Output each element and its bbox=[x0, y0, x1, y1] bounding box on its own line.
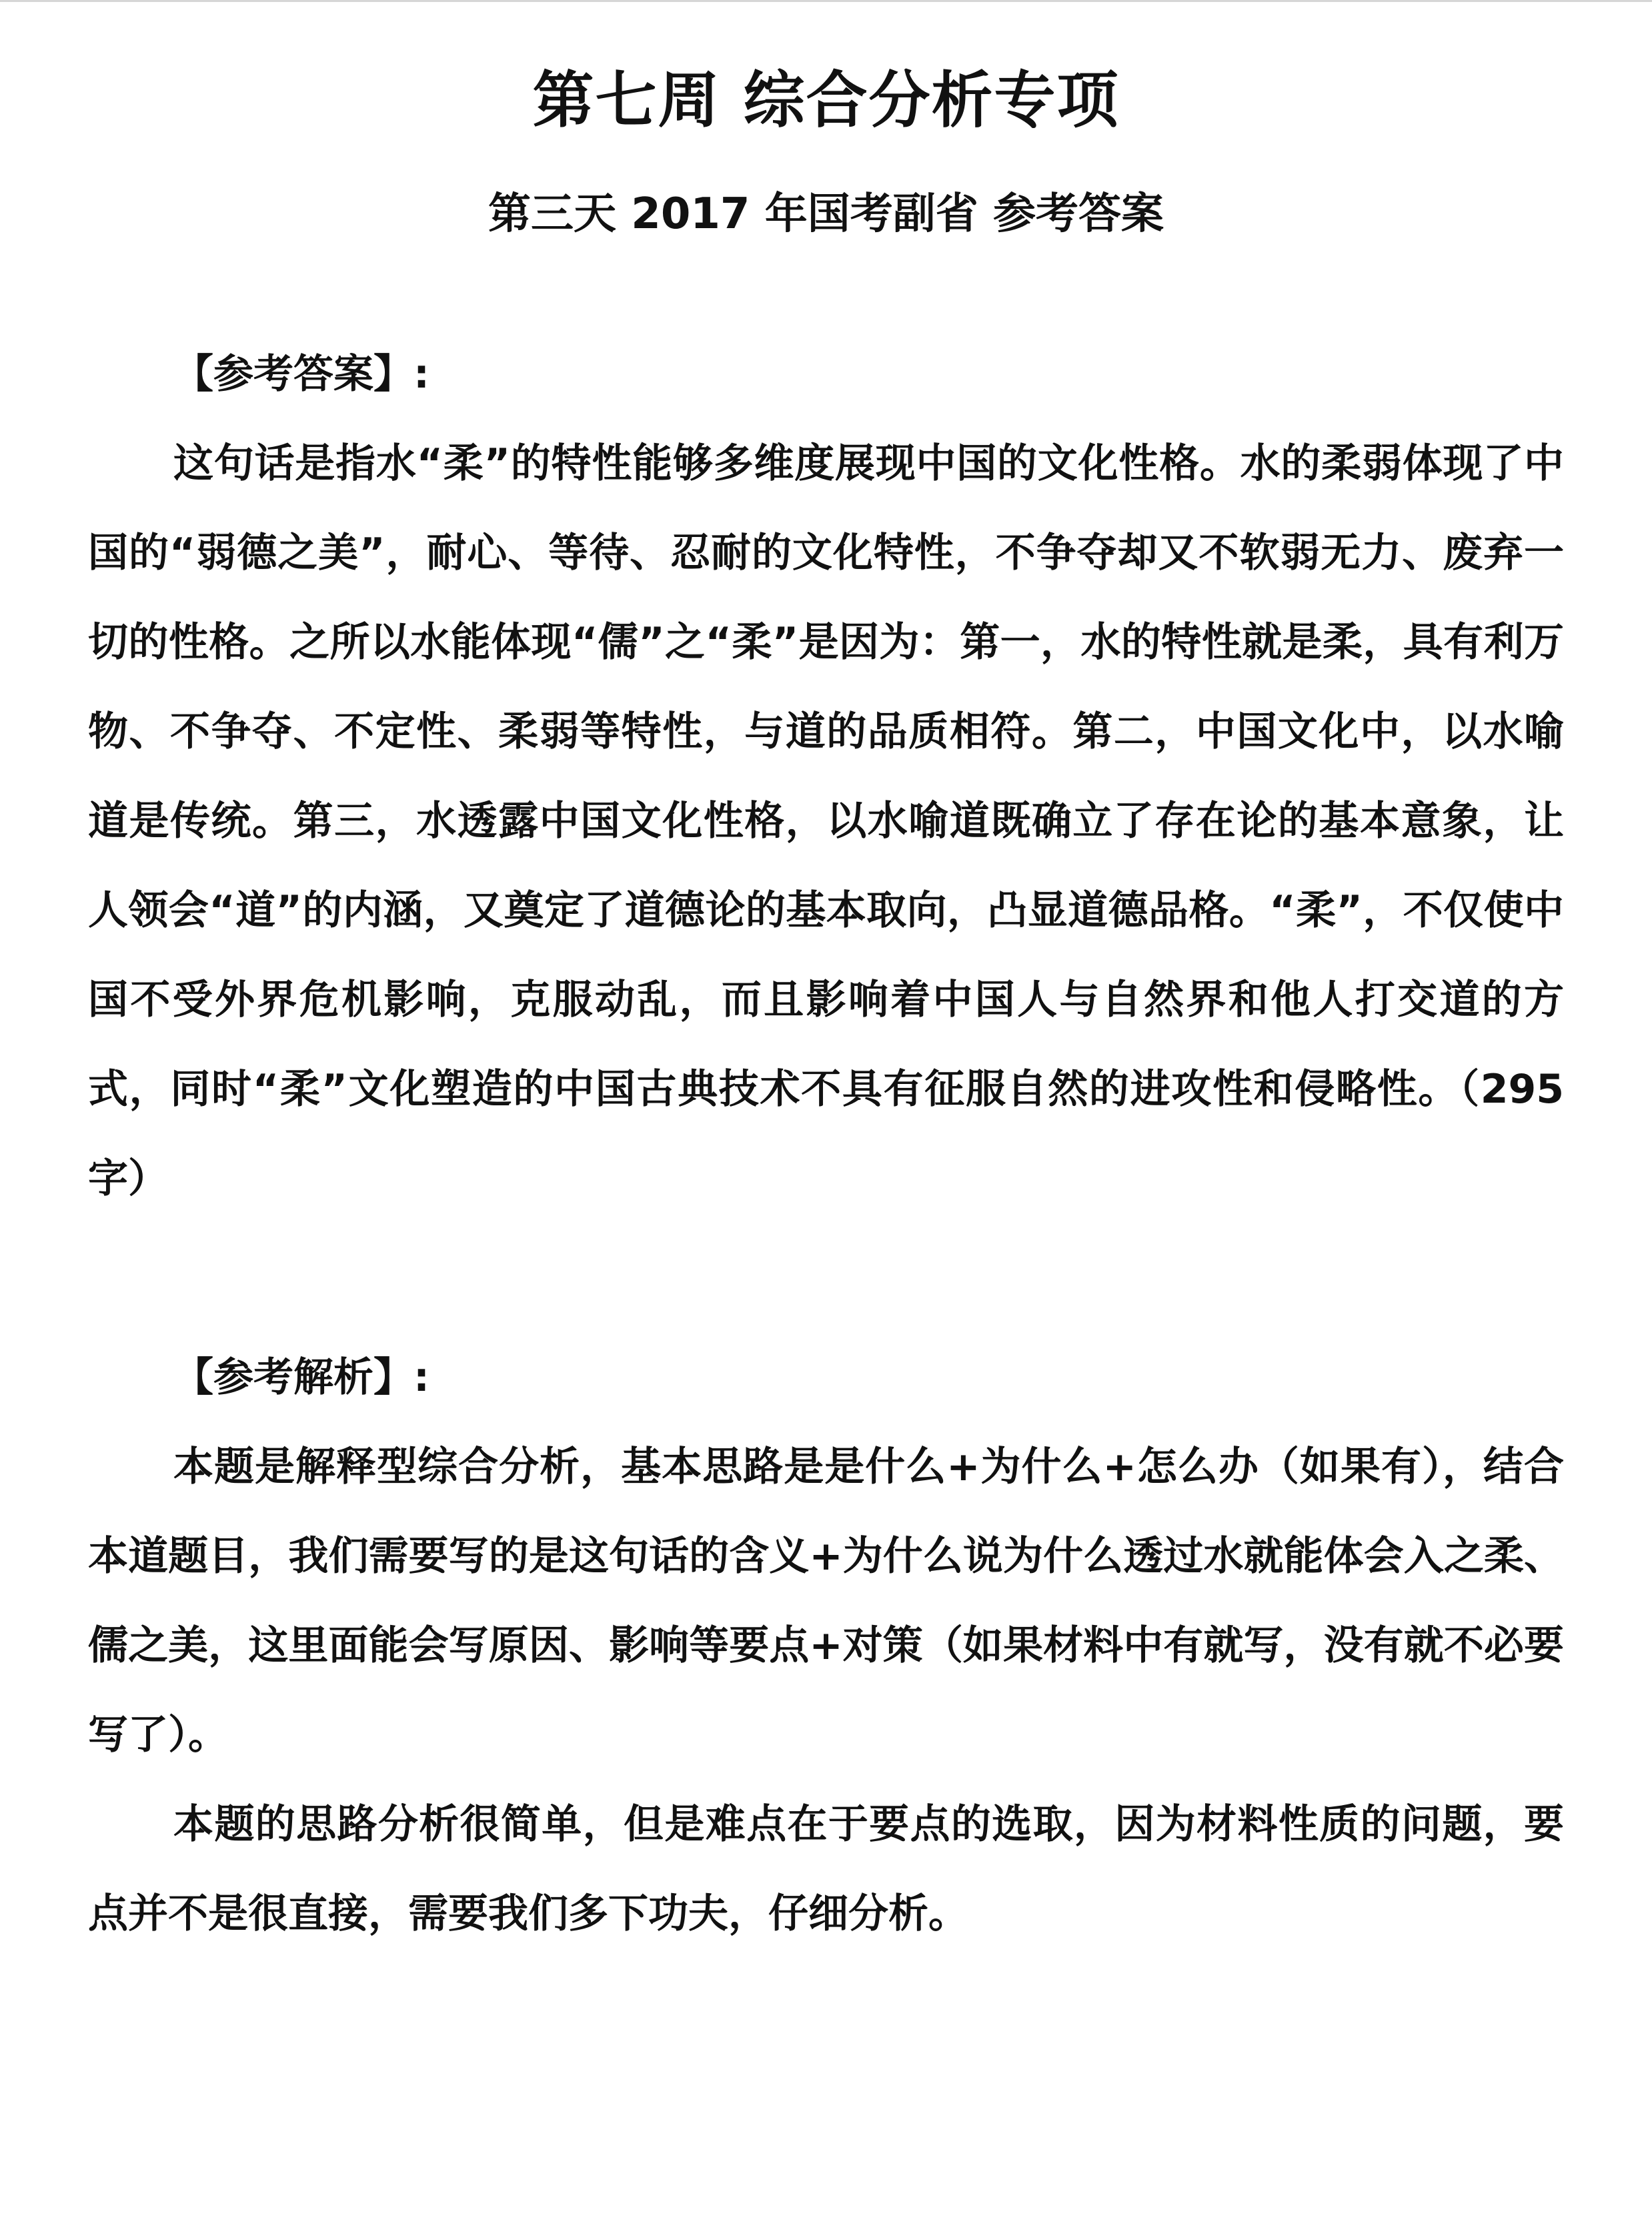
analysis-paragraph-1: 本题是解释型综合分析，基本思路是是什么+为什么+怎么办（如果有），结合本道题目，我们需要写的是这句话的含义+为什么说为什么透过水就能体会入之柔、儒之美，这里面能会写原因、影响等要点+对策（如果材料中有就写，没有就不必要写了）。 bbox=[88, 1444, 1564, 1758]
page-title: 第七周 综合分析专项 bbox=[532, 65, 1120, 136]
analysis-paragraph-2: 本题的思路分析很简单，但是难点在于要点的选取，因为材料性质的问题，要点并不是很直接，需要我们多下功夫，仔细分析。 bbox=[88, 1801, 1564, 1937]
analysis-heading: 【参考解析】: bbox=[173, 1354, 430, 1401]
answer-heading: 【参考答案】: bbox=[173, 351, 430, 398]
answer-paragraph: 这句话是指水“柔”的特性能够多维度展现中国的文化性格。水的柔弱体现了中国的“弱德之美”，耐心、等待、忍耐的文化特性，不争夺却又不软弱无力、废弃一切的性格。之所以水能体现“儒”之“柔”是因为：第一，水的特性就是柔，具有利万物、不争夺、不定性、柔弱等特性，与道的品质相符。第二，中国文化中，以水喻道是传统。第三，水透露中国文化性格，以水喻道既确立了存在论的基本意象，让人领会“道”的内涵，又奠定了道德论的基本取向，凸显道德品格。“柔”，不仅使中国不受外界危机影响，克服动乱，而且影响着中国人与自然界和他人打交道的方式，同时“柔”文化塑造的中国古典技术不具有征服自然的进攻性和侵略性。（295 字） bbox=[88, 440, 1564, 1202]
page-subtitle: 第三天 2017 年国考副省 参考答案 bbox=[488, 189, 1164, 239]
